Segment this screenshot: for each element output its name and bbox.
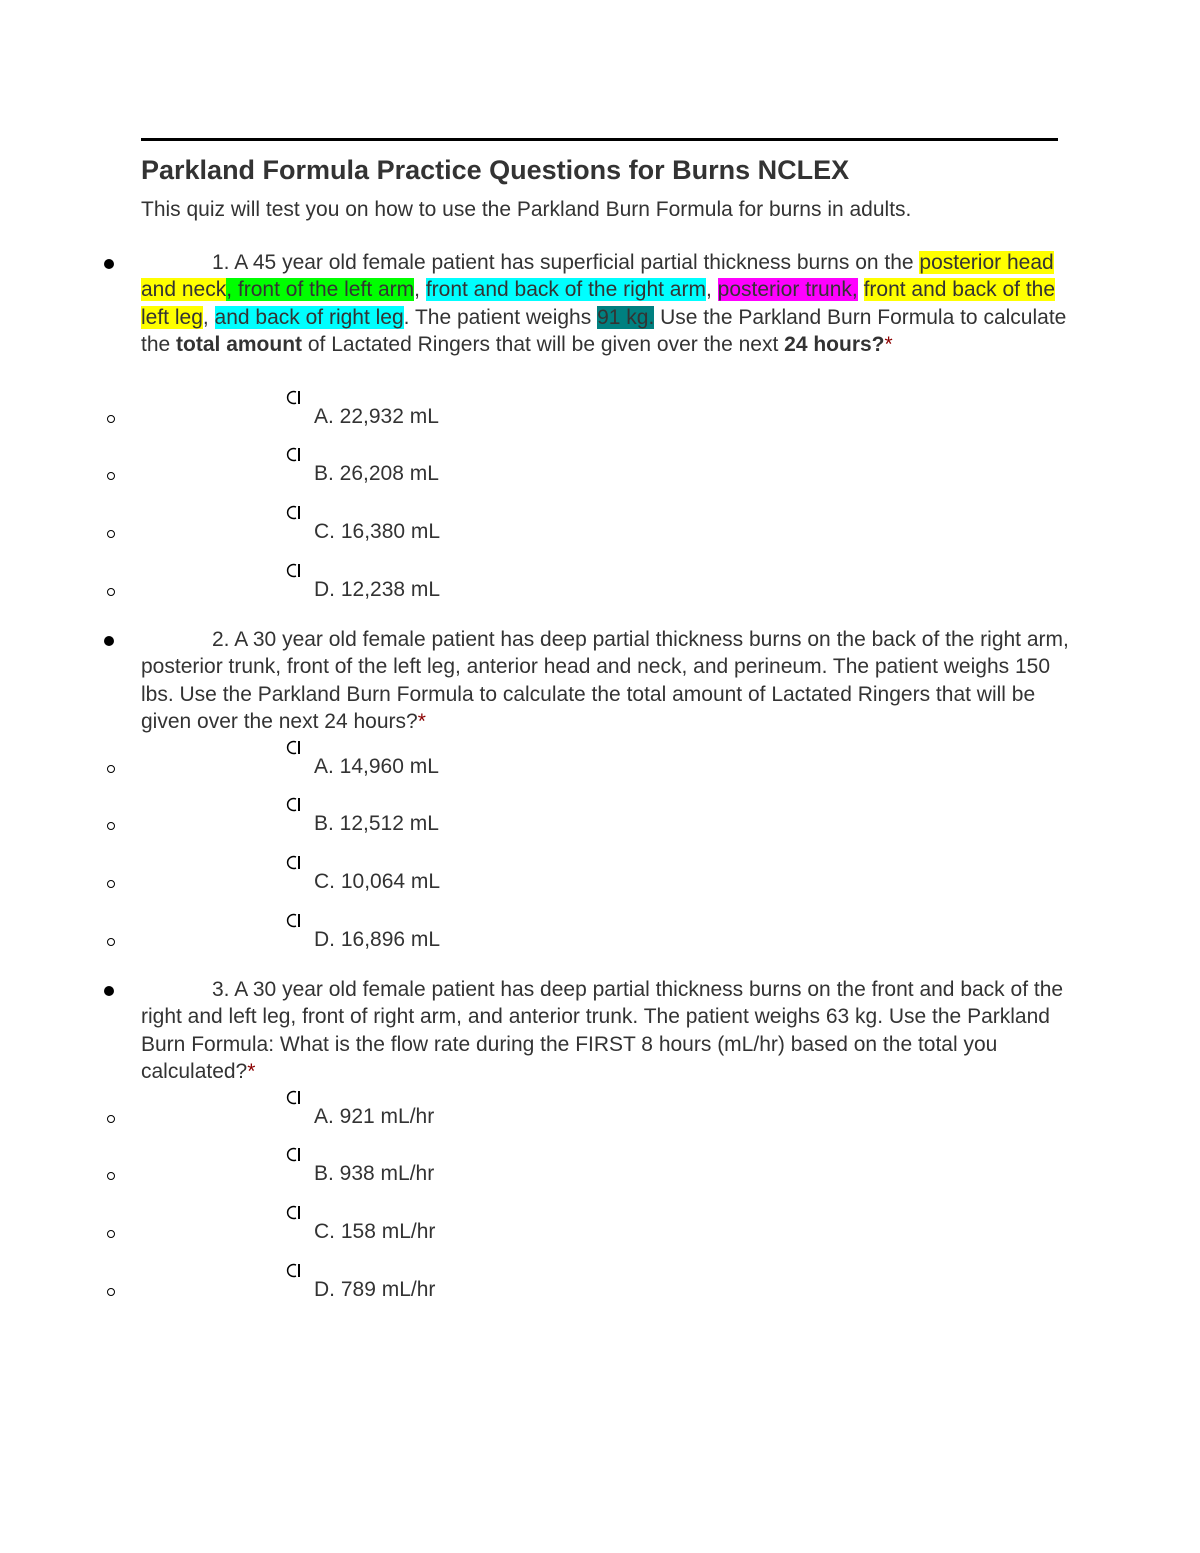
q1-bold-total: total amount bbox=[176, 332, 303, 356]
highlight-yellow: posterior head and neck bbox=[141, 251, 1054, 302]
highlight-teal: 91 kg. bbox=[597, 305, 655, 329]
q1-option-d[interactable]: D. 12,238 mL bbox=[314, 578, 441, 601]
radio-icon[interactable] bbox=[285, 1089, 302, 1106]
sub-bullet bbox=[107, 472, 115, 480]
radio-icon[interactable] bbox=[285, 739, 302, 756]
radio-icon[interactable] bbox=[285, 389, 302, 406]
q2-option-d[interactable]: D. 16,896 mL bbox=[314, 928, 441, 951]
radio-icon[interactable] bbox=[285, 854, 302, 871]
sub-bullet bbox=[107, 1288, 115, 1296]
radio-icon[interactable] bbox=[285, 912, 302, 929]
required-asterisk: * bbox=[247, 1059, 256, 1083]
q1-text-c: Use the Parkland Burn Formula to calculate the bbox=[141, 305, 1067, 356]
bullet-q3 bbox=[104, 986, 114, 996]
q1-text-a: 1. A 45 year old female patient has superficial partial thickness burns on the bbox=[212, 251, 920, 274]
sub-bullet bbox=[107, 530, 115, 538]
question-2 bbox=[141, 626, 1071, 735]
q3-option-a[interactable]: A. 921 mL/hr bbox=[314, 1105, 435, 1128]
bullet-q1 bbox=[104, 259, 114, 269]
sub-bullet bbox=[107, 415, 115, 423]
question-1 bbox=[141, 249, 1071, 358]
sub-bullet bbox=[107, 822, 115, 830]
bullet-q2 bbox=[104, 636, 114, 646]
sub-bullet bbox=[107, 588, 115, 596]
q3-option-b[interactable]: B. 938 mL/hr bbox=[314, 1162, 435, 1185]
intro-text: This quiz will test you on how to use the Parkland Burn Formula for burns in adults. bbox=[141, 198, 912, 221]
radio-icon[interactable] bbox=[285, 562, 302, 579]
radio-icon[interactable] bbox=[285, 504, 302, 521]
q3-option-c[interactable]: C. 158 mL/hr bbox=[314, 1220, 436, 1243]
q1-sep-3 bbox=[858, 278, 864, 301]
highlight-cyan: front and back of the right arm bbox=[425, 278, 706, 302]
top-rule bbox=[141, 138, 1058, 141]
q1-sep-1: , bbox=[414, 278, 426, 302]
q1-bold-hours: 24 hours? bbox=[784, 332, 885, 356]
q1-option-b[interactable]: B. 26,208 mL bbox=[314, 462, 439, 485]
radio-icon[interactable] bbox=[285, 446, 302, 463]
q1-text-d: of Lactated Ringers that will be given over the next bbox=[302, 332, 785, 356]
highlight-green: , front of the left arm bbox=[226, 278, 415, 302]
sub-bullet bbox=[107, 1230, 115, 1238]
radio-icon[interactable] bbox=[285, 1262, 302, 1279]
q3-text: 3. A 30 year old female patient has deep partial thickness burns on the front and back of the right and left leg, front of right arm, and anterior trunk. The patient weighs 63 kg. Use the Parkland Burn Formula: What is the flow rate during the FIRST 8 hours (mL/hr) based on the total you calculated? bbox=[141, 978, 1064, 1083]
required-asterisk: * bbox=[417, 709, 426, 733]
q2-option-b[interactable]: B. 12,512 mL bbox=[314, 812, 439, 835]
q1-text-b: . The patient weighs bbox=[403, 305, 598, 329]
radio-icon[interactable] bbox=[285, 796, 302, 813]
question-3 bbox=[141, 976, 1071, 1085]
q1-sep-2: , bbox=[705, 278, 718, 302]
radio-icon[interactable] bbox=[285, 1146, 302, 1163]
highlight-yellow-2: front and back of the left leg bbox=[141, 278, 1056, 329]
q2-option-c[interactable]: C. 10,064 mL bbox=[314, 870, 441, 893]
required-asterisk: * bbox=[884, 332, 893, 356]
highlight-magenta: posterior trunk, bbox=[717, 278, 858, 302]
q1-option-c[interactable]: C. 16,380 mL bbox=[314, 520, 441, 543]
sub-bullet bbox=[107, 938, 115, 946]
q2-option-a[interactable]: A. 14,960 mL bbox=[314, 755, 439, 778]
radio-icon[interactable] bbox=[285, 1204, 302, 1221]
page-title: Parkland Formula Practice Questions for Burns NCLEX bbox=[141, 155, 850, 185]
q1-sep-4: , bbox=[202, 305, 215, 329]
highlight-cyan-2: and back of right leg bbox=[214, 305, 404, 329]
q3-option-d[interactable]: D. 789 mL/hr bbox=[314, 1278, 436, 1301]
q1-option-a[interactable]: A. 22,932 mL bbox=[314, 405, 439, 428]
sub-bullet bbox=[107, 880, 115, 888]
sub-bullet bbox=[107, 765, 115, 773]
q2-text: 2. A 30 year old female patient has deep partial thickness burns on the back of the right arm, posterior trunk, front of the left leg, anterior head and neck, and perineum. The patient weighs 150 lbs. Use the Parkland Burn Formula to calculate the total amount of Lactated Ringers that will be given over the next 24 hours? bbox=[141, 628, 1069, 733]
sub-bullet bbox=[107, 1172, 115, 1180]
sub-bullet bbox=[107, 1115, 115, 1123]
